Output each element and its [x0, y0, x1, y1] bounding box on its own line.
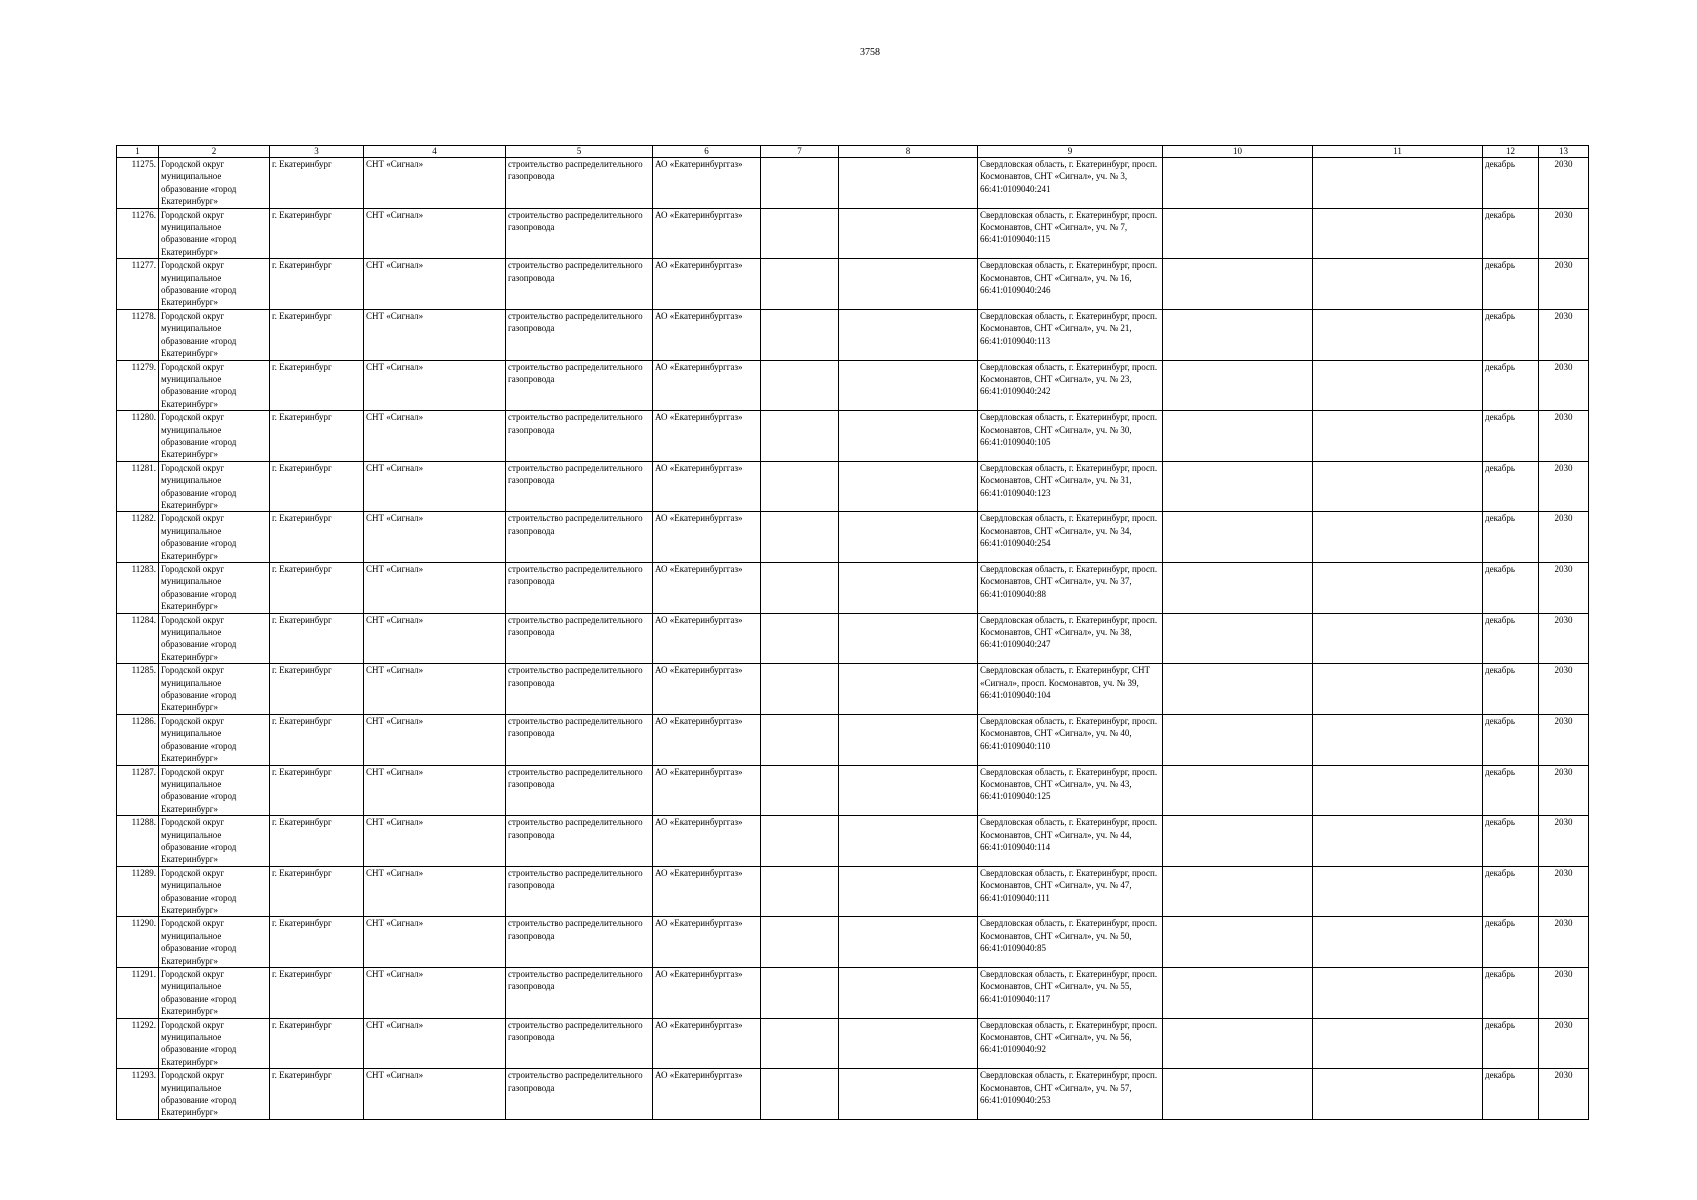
month-cell: декабрь: [1483, 765, 1539, 816]
month-cell: декабрь: [1483, 563, 1539, 614]
table-row: [117, 563, 1589, 614]
month-cell: декабрь: [1483, 309, 1539, 360]
column-7-cell: [761, 208, 839, 259]
year-cell: 2030: [1539, 512, 1589, 563]
column-number-header: 3: [270, 146, 364, 158]
object-cell: СНТ «Сигнал»: [364, 512, 506, 563]
row-number-cell: 11278.: [117, 309, 159, 360]
year-cell: 2030: [1539, 461, 1589, 512]
owner-cell: Городской округ муниципальное образование «город Екатеринбург»: [159, 866, 270, 917]
row-number-cell: 11293.: [117, 1069, 159, 1120]
city-cell: г. Екатеринбург: [270, 512, 364, 563]
table-row: [117, 1018, 1589, 1069]
column-7-cell: [761, 411, 839, 462]
table-row: [117, 866, 1589, 917]
row-number-cell: 11292.: [117, 1018, 159, 1069]
table-row: [117, 917, 1589, 968]
column-number-header: 2: [159, 146, 270, 158]
table-row: [117, 411, 1589, 462]
work-type-cell: строительство распределительного газопровода: [506, 1069, 653, 1120]
month-cell: декабрь: [1483, 208, 1539, 259]
column-8-cell: [839, 917, 978, 968]
organization-cell: АО «Екатеринбурггаз»: [653, 411, 761, 462]
row-number-cell: 11291.: [117, 968, 159, 1019]
column-7-cell: [761, 1069, 839, 1120]
address-cell: Свердловская область, г. Екатеринбург, просп. Космонавтов, СНТ «Сигнал», уч. № 34, 66:41:0109040:254: [978, 512, 1163, 563]
column-7-cell: [761, 917, 839, 968]
city-cell: г. Екатеринбург: [270, 866, 364, 917]
address-cell: Свердловская область, г. Екатеринбург, просп. Космонавтов, СНТ «Сигнал», уч. № 31, 66:41:0109040:123: [978, 461, 1163, 512]
year-cell: 2030: [1539, 158, 1589, 209]
owner-cell: Городской округ муниципальное образование «город Екатеринбург»: [159, 563, 270, 614]
column-7-cell: [761, 714, 839, 765]
organization-cell: АО «Екатеринбурггаз»: [653, 968, 761, 1019]
column-10-cell: [1163, 461, 1313, 512]
column-8-cell: [839, 158, 978, 209]
table-body: [117, 158, 1589, 1120]
column-number-header: 7: [761, 146, 839, 158]
organization-cell: АО «Екатеринбурггаз»: [653, 816, 761, 867]
address-cell: Свердловская область, г. Екатеринбург, просп. Космонавтов, СНТ «Сигнал», уч. № 47, 66:41:0109040:111: [978, 866, 1163, 917]
column-8-cell: [839, 461, 978, 512]
column-number-header: 9: [978, 146, 1163, 158]
work-type-cell: строительство распределительного газопровода: [506, 259, 653, 310]
column-8-cell: [839, 259, 978, 310]
city-cell: г. Екатеринбург: [270, 461, 364, 512]
address-cell: Свердловская область, г. Екатеринбург, просп. Космонавтов, СНТ «Сигнал», уч. № 56, 66:41:0109040:92: [978, 1018, 1163, 1069]
owner-cell: Городской округ муниципальное образование «город Екатеринбург»: [159, 158, 270, 209]
object-cell: СНТ «Сигнал»: [364, 613, 506, 664]
page-number: 3758: [860, 47, 880, 58]
organization-cell: АО «Екатеринбурггаз»: [653, 1018, 761, 1069]
column-10-cell: [1163, 613, 1313, 664]
owner-cell: Городской округ муниципальное образование «город Екатеринбург»: [159, 613, 270, 664]
column-8-cell: [839, 1018, 978, 1069]
work-type-cell: строительство распределительного газопровода: [506, 360, 653, 411]
month-cell: декабрь: [1483, 968, 1539, 1019]
table-row: [117, 309, 1589, 360]
year-cell: 2030: [1539, 360, 1589, 411]
column-number-header: 10: [1163, 146, 1313, 158]
register-table: [116, 145, 1589, 1120]
column-10-cell: [1163, 1069, 1313, 1120]
address-cell: Свердловская область, г. Екатеринбург, просп. Космонавтов, СНТ «Сигнал», уч. № 30, 66:41:0109040:105: [978, 411, 1163, 462]
object-cell: СНТ «Сигнал»: [364, 968, 506, 1019]
column-7-cell: [761, 765, 839, 816]
organization-cell: АО «Екатеринбурггаз»: [653, 259, 761, 310]
column-11-cell: [1313, 1018, 1483, 1069]
month-cell: декабрь: [1483, 461, 1539, 512]
year-cell: 2030: [1539, 816, 1589, 867]
column-10-cell: [1163, 208, 1313, 259]
owner-cell: Городской округ муниципальное образование «город Екатеринбург»: [159, 664, 270, 715]
owner-cell: Городской округ муниципальное образование «город Екатеринбург»: [159, 917, 270, 968]
organization-cell: АО «Екатеринбурггаз»: [653, 360, 761, 411]
row-number-cell: 11289.: [117, 866, 159, 917]
city-cell: г. Екатеринбург: [270, 360, 364, 411]
year-cell: 2030: [1539, 563, 1589, 614]
address-cell: Свердловская область, г. Екатеринбург, просп. Космонавтов, СНТ «Сигнал», уч. № 44, 66:41:0109040:114: [978, 816, 1163, 867]
year-cell: 2030: [1539, 714, 1589, 765]
object-cell: СНТ «Сигнал»: [364, 360, 506, 411]
city-cell: г. Екатеринбург: [270, 158, 364, 209]
column-11-cell: [1313, 917, 1483, 968]
column-7-cell: [761, 563, 839, 614]
table-row: [117, 664, 1589, 715]
organization-cell: АО «Екатеринбурггаз»: [653, 208, 761, 259]
object-cell: СНТ «Сигнал»: [364, 816, 506, 867]
row-number-cell: 11280.: [117, 411, 159, 462]
column-11-cell: [1313, 968, 1483, 1019]
column-8-cell: [839, 968, 978, 1019]
work-type-cell: строительство распределительного газопровода: [506, 968, 653, 1019]
month-cell: декабрь: [1483, 816, 1539, 867]
row-number-cell: 11286.: [117, 714, 159, 765]
column-7-cell: [761, 461, 839, 512]
organization-cell: АО «Екатеринбурггаз»: [653, 461, 761, 512]
column-8-cell: [839, 714, 978, 765]
month-cell: декабрь: [1483, 917, 1539, 968]
column-10-cell: [1163, 664, 1313, 715]
table-row: [117, 816, 1589, 867]
column-number-header: 12: [1483, 146, 1539, 158]
row-number-cell: 11288.: [117, 816, 159, 867]
work-type-cell: строительство распределительного газопровода: [506, 411, 653, 462]
row-number-cell: 11284.: [117, 613, 159, 664]
owner-cell: Городской округ муниципальное образование «город Екатеринбург»: [159, 309, 270, 360]
column-8-cell: [839, 765, 978, 816]
month-cell: декабрь: [1483, 360, 1539, 411]
column-7-cell: [761, 1018, 839, 1069]
object-cell: СНТ «Сигнал»: [364, 309, 506, 360]
address-cell: Свердловская область, г. Екатеринбург, просп. Космонавтов, СНТ «Сигнал», уч. № 21, 66:41:0109040:113: [978, 309, 1163, 360]
object-cell: СНТ «Сигнал»: [364, 1069, 506, 1120]
year-cell: 2030: [1539, 1069, 1589, 1120]
column-8-cell: [839, 360, 978, 411]
address-cell: Свердловская область, г. Екатеринбург, просп. Космонавтов, СНТ «Сигнал», уч. № 50, 66:41:0109040:85: [978, 917, 1163, 968]
column-number-header: 5: [506, 146, 653, 158]
address-cell: Свердловская область, г. Екатеринбург, просп. Космонавтов, СНТ «Сигнал», уч. № 3, 66:41:0109040:241: [978, 158, 1163, 209]
column-11-cell: [1313, 411, 1483, 462]
address-cell: Свердловская область, г. Екатеринбург, просп. Космонавтов, СНТ «Сигнал», уч. № 37, 66:41:0109040:88: [978, 563, 1163, 614]
month-cell: декабрь: [1483, 512, 1539, 563]
object-cell: СНТ «Сигнал»: [364, 461, 506, 512]
table-row: [117, 259, 1589, 310]
column-10-cell: [1163, 158, 1313, 209]
column-10-cell: [1163, 563, 1313, 614]
year-cell: 2030: [1539, 259, 1589, 310]
work-type-cell: строительство распределительного газопровода: [506, 917, 653, 968]
table-row: [117, 512, 1589, 563]
year-cell: 2030: [1539, 1018, 1589, 1069]
city-cell: г. Екатеринбург: [270, 309, 364, 360]
organization-cell: АО «Екатеринбурггаз»: [653, 309, 761, 360]
column-7-cell: [761, 259, 839, 310]
row-number-cell: 11275.: [117, 158, 159, 209]
address-cell: Свердловская область, г. Екатеринбург, просп. Космонавтов, СНТ «Сигнал», уч. № 38, 66:41:0109040:247: [978, 613, 1163, 664]
table-row: [117, 208, 1589, 259]
address-cell: Свердловская область, г. Екатеринбург, просп. Космонавтов, СНТ «Сигнал», уч. № 16, 66:41:0109040:246: [978, 259, 1163, 310]
year-cell: 2030: [1539, 613, 1589, 664]
owner-cell: Городской округ муниципальное образование «город Екатеринбург»: [159, 208, 270, 259]
work-type-cell: строительство распределительного газопровода: [506, 563, 653, 614]
column-8-cell: [839, 664, 978, 715]
object-cell: СНТ «Сигнал»: [364, 259, 506, 310]
column-7-cell: [761, 360, 839, 411]
column-11-cell: [1313, 664, 1483, 715]
column-10-cell: [1163, 1018, 1313, 1069]
column-number-header: 4: [364, 146, 506, 158]
owner-cell: Городской округ муниципальное образование «город Екатеринбург»: [159, 411, 270, 462]
table-row: [117, 461, 1589, 512]
year-cell: 2030: [1539, 866, 1589, 917]
column-8-cell: [839, 208, 978, 259]
column-number-header: 8: [839, 146, 978, 158]
object-cell: СНТ «Сигнал»: [364, 664, 506, 715]
city-cell: г. Екатеринбург: [270, 259, 364, 310]
column-8-cell: [839, 411, 978, 462]
column-number-row: [117, 146, 1589, 158]
year-cell: 2030: [1539, 765, 1589, 816]
owner-cell: Городской округ муниципальное образование «город Екатеринбург»: [159, 765, 270, 816]
organization-cell: АО «Екатеринбурггаз»: [653, 917, 761, 968]
year-cell: 2030: [1539, 411, 1589, 462]
column-7-cell: [761, 664, 839, 715]
column-11-cell: [1313, 512, 1483, 563]
owner-cell: Городской округ муниципальное образование «город Екатеринбург»: [159, 816, 270, 867]
column-11-cell: [1313, 309, 1483, 360]
city-cell: г. Екатеринбург: [270, 411, 364, 462]
row-number-cell: 11285.: [117, 664, 159, 715]
month-cell: декабрь: [1483, 866, 1539, 917]
column-number-header: 13: [1539, 146, 1589, 158]
year-cell: 2030: [1539, 917, 1589, 968]
column-number-header: 1: [117, 146, 159, 158]
city-cell: г. Екатеринбург: [270, 1018, 364, 1069]
column-8-cell: [839, 613, 978, 664]
year-cell: 2030: [1539, 968, 1589, 1019]
month-cell: декабрь: [1483, 411, 1539, 462]
work-type-cell: строительство распределительного газопровода: [506, 816, 653, 867]
month-cell: декабрь: [1483, 158, 1539, 209]
month-cell: декабрь: [1483, 259, 1539, 310]
city-cell: г. Екатеринбург: [270, 664, 364, 715]
work-type-cell: строительство распределительного газопровода: [506, 208, 653, 259]
year-cell: 2030: [1539, 208, 1589, 259]
column-8-cell: [839, 309, 978, 360]
row-number-cell: 11283.: [117, 563, 159, 614]
owner-cell: Городской округ муниципальное образование «город Екатеринбург»: [159, 512, 270, 563]
column-11-cell: [1313, 208, 1483, 259]
owner-cell: Городской округ муниципальное образование «город Екатеринбург»: [159, 968, 270, 1019]
row-number-cell: 11290.: [117, 917, 159, 968]
object-cell: СНТ «Сигнал»: [364, 411, 506, 462]
column-8-cell: [839, 563, 978, 614]
address-cell: Свердловская область, г. Екатеринбург, просп. Космонавтов, СНТ «Сигнал», уч. № 57, 66:41:0109040:253: [978, 1069, 1163, 1120]
work-type-cell: строительство распределительного газопровода: [506, 664, 653, 715]
work-type-cell: строительство распределительного газопровода: [506, 765, 653, 816]
year-cell: 2030: [1539, 309, 1589, 360]
column-11-cell: [1313, 816, 1483, 867]
column-11-cell: [1313, 714, 1483, 765]
organization-cell: АО «Екатеринбурггаз»: [653, 1069, 761, 1120]
column-10-cell: [1163, 411, 1313, 462]
column-8-cell: [839, 866, 978, 917]
table-row: [117, 1069, 1589, 1120]
address-cell: Свердловская область, г. Екатеринбург, просп. Космонавтов, СНТ «Сигнал», уч. № 43, 66:41:0109040:125: [978, 765, 1163, 816]
column-7-cell: [761, 968, 839, 1019]
row-number-cell: 11282.: [117, 512, 159, 563]
column-11-cell: [1313, 765, 1483, 816]
month-cell: декабрь: [1483, 1069, 1539, 1120]
column-11-cell: [1313, 158, 1483, 209]
table-row: [117, 968, 1589, 1019]
table-row: [117, 613, 1589, 664]
column-7-cell: [761, 613, 839, 664]
column-10-cell: [1163, 866, 1313, 917]
column-7-cell: [761, 309, 839, 360]
row-number-cell: 11281.: [117, 461, 159, 512]
owner-cell: Городской округ муниципальное образование «город Екатеринбург»: [159, 714, 270, 765]
organization-cell: АО «Екатеринбурггаз»: [653, 866, 761, 917]
address-cell: Свердловская область, г. Екатеринбург, СНТ «Сигнал», просп. Космонавтов, уч. № 39, 66:41:0109040:104: [978, 664, 1163, 715]
column-10-cell: [1163, 714, 1313, 765]
organization-cell: АО «Екатеринбурггаз»: [653, 158, 761, 209]
column-7-cell: [761, 512, 839, 563]
organization-cell: АО «Екатеринбурггаз»: [653, 512, 761, 563]
organization-cell: АО «Екатеринбурггаз»: [653, 765, 761, 816]
object-cell: СНТ «Сигнал»: [364, 765, 506, 816]
organization-cell: АО «Екатеринбурггаз»: [653, 664, 761, 715]
year-cell: 2030: [1539, 664, 1589, 715]
column-11-cell: [1313, 866, 1483, 917]
work-type-cell: строительство распределительного газопровода: [506, 613, 653, 664]
row-number-cell: 11287.: [117, 765, 159, 816]
work-type-cell: строительство распределительного газопровода: [506, 461, 653, 512]
column-10-cell: [1163, 259, 1313, 310]
owner-cell: Городской округ муниципальное образование «город Екатеринбург»: [159, 259, 270, 310]
address-cell: Свердловская область, г. Екатеринбург, просп. Космонавтов, СНТ «Сигнал», уч. № 40, 66:41:0109040:110: [978, 714, 1163, 765]
city-cell: г. Екатеринбург: [270, 816, 364, 867]
object-cell: СНТ «Сигнал»: [364, 158, 506, 209]
organization-cell: АО «Екатеринбурггаз»: [653, 613, 761, 664]
column-8-cell: [839, 1069, 978, 1120]
month-cell: декабрь: [1483, 714, 1539, 765]
table-row: [117, 360, 1589, 411]
column-8-cell: [839, 816, 978, 867]
column-11-cell: [1313, 360, 1483, 411]
work-type-cell: строительство распределительного газопровода: [506, 866, 653, 917]
city-cell: г. Екатеринбург: [270, 714, 364, 765]
column-number-header: 6: [653, 146, 761, 158]
organization-cell: АО «Екатеринбурггаз»: [653, 563, 761, 614]
column-10-cell: [1163, 968, 1313, 1019]
city-cell: г. Екатеринбург: [270, 208, 364, 259]
row-number-cell: 11279.: [117, 360, 159, 411]
city-cell: г. Екатеринбург: [270, 563, 364, 614]
column-11-cell: [1313, 259, 1483, 310]
column-10-cell: [1163, 816, 1313, 867]
work-type-cell: строительство распределительного газопровода: [506, 309, 653, 360]
month-cell: декабрь: [1483, 664, 1539, 715]
owner-cell: Городской округ муниципальное образование «город Екатеринбург»: [159, 360, 270, 411]
column-7-cell: [761, 866, 839, 917]
city-cell: г. Екатеринбург: [270, 917, 364, 968]
month-cell: декабрь: [1483, 613, 1539, 664]
object-cell: СНТ «Сигнал»: [364, 1018, 506, 1069]
table-row: [117, 158, 1589, 209]
owner-cell: Городской округ муниципальное образование «город Екатеринбург»: [159, 461, 270, 512]
work-type-cell: строительство распределительного газопровода: [506, 158, 653, 209]
address-cell: Свердловская область, г. Екатеринбург, просп. Космонавтов, СНТ «Сигнал», уч. № 23, 66:41:0109040:242: [978, 360, 1163, 411]
city-cell: г. Екатеринбург: [270, 765, 364, 816]
month-cell: декабрь: [1483, 1018, 1539, 1069]
city-cell: г. Екатеринбург: [270, 613, 364, 664]
column-10-cell: [1163, 917, 1313, 968]
column-10-cell: [1163, 360, 1313, 411]
column-8-cell: [839, 512, 978, 563]
owner-cell: Городской округ муниципальное образование «город Екатеринбург»: [159, 1018, 270, 1069]
column-11-cell: [1313, 613, 1483, 664]
object-cell: СНТ «Сигнал»: [364, 917, 506, 968]
row-number-cell: 11276.: [117, 208, 159, 259]
column-7-cell: [761, 158, 839, 209]
column-10-cell: [1163, 309, 1313, 360]
city-cell: г. Екатеринбург: [270, 968, 364, 1019]
work-type-cell: строительство распределительного газопровода: [506, 512, 653, 563]
column-10-cell: [1163, 512, 1313, 563]
column-number-header: 11: [1313, 146, 1483, 158]
column-7-cell: [761, 816, 839, 867]
table-row: [117, 765, 1589, 816]
work-type-cell: строительство распределительного газопровода: [506, 714, 653, 765]
column-11-cell: [1313, 563, 1483, 614]
column-10-cell: [1163, 765, 1313, 816]
object-cell: СНТ «Сигнал»: [364, 208, 506, 259]
address-cell: Свердловская область, г. Екатеринбург, просп. Космонавтов, СНТ «Сигнал», уч. № 55, 66:41:0109040:117: [978, 968, 1163, 1019]
table-row: [117, 714, 1589, 765]
city-cell: г. Екатеринбург: [270, 1069, 364, 1120]
column-11-cell: [1313, 461, 1483, 512]
object-cell: СНТ «Сигнал»: [364, 714, 506, 765]
address-cell: Свердловская область, г. Екатеринбург, просп. Космонавтов, СНТ «Сигнал», уч. № 7, 66:41:0109040:115: [978, 208, 1163, 259]
column-11-cell: [1313, 1069, 1483, 1120]
row-number-cell: 11277.: [117, 259, 159, 310]
owner-cell: Городской округ муниципальное образование «город Екатеринбург»: [159, 1069, 270, 1120]
object-cell: СНТ «Сигнал»: [364, 866, 506, 917]
organization-cell: АО «Екатеринбурггаз»: [653, 714, 761, 765]
object-cell: СНТ «Сигнал»: [364, 563, 506, 614]
work-type-cell: строительство распределительного газопровода: [506, 1018, 653, 1069]
